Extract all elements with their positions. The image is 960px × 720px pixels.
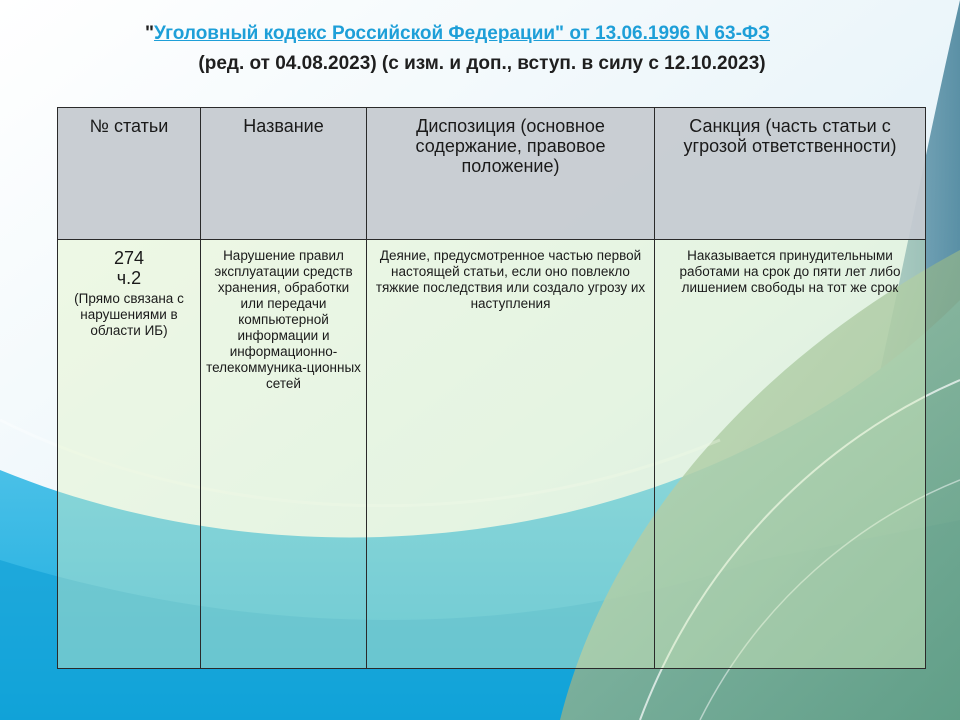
table-header-row xyxy=(58,108,926,240)
cell-article-number xyxy=(58,240,201,669)
document-title xyxy=(0,20,960,78)
cell-sanction: Наказывается принудительными работами на срок до пяти лет либо лишением свободы на тот же срок xyxy=(655,240,926,669)
title-line xyxy=(0,20,960,48)
title-subtitle: (ред. от 04.08.2023) (с изм. и доп., вступ. в силу с 12.10.2023) xyxy=(198,53,766,74)
article-part: ч.2 xyxy=(116,268,142,288)
table-row xyxy=(58,240,926,669)
cell-disposition: Деяние, предусмотренное частью первой настоящей статьи, если оно повлекло тяжкие последствия или создало угрозу их наступления xyxy=(367,240,655,669)
header-sanction: Санкция (часть статьи с угрозой ответственности) xyxy=(655,108,926,240)
header-disposition: Диспозиция (основное содержание, правовое положение) xyxy=(367,108,655,240)
code-title-link[interactable]: Уголовный кодекс Российской Федерации" от 13.06.1996 N 63-ФЗ xyxy=(153,23,771,44)
article-note: (Прямо связана с нарушениями в области ИБ) xyxy=(74,291,184,338)
article-table xyxy=(57,107,926,669)
header-article-number: № статьи xyxy=(58,108,201,240)
header-name: Название xyxy=(201,108,367,240)
article-number: 274 xyxy=(113,248,145,268)
cell-name: Нарушение правил эксплуатации средств хранения, обработки или передачи компьютерной информации и информационно-телекоммуника-ционных сетей xyxy=(201,240,367,669)
title-quote: " xyxy=(144,23,154,44)
